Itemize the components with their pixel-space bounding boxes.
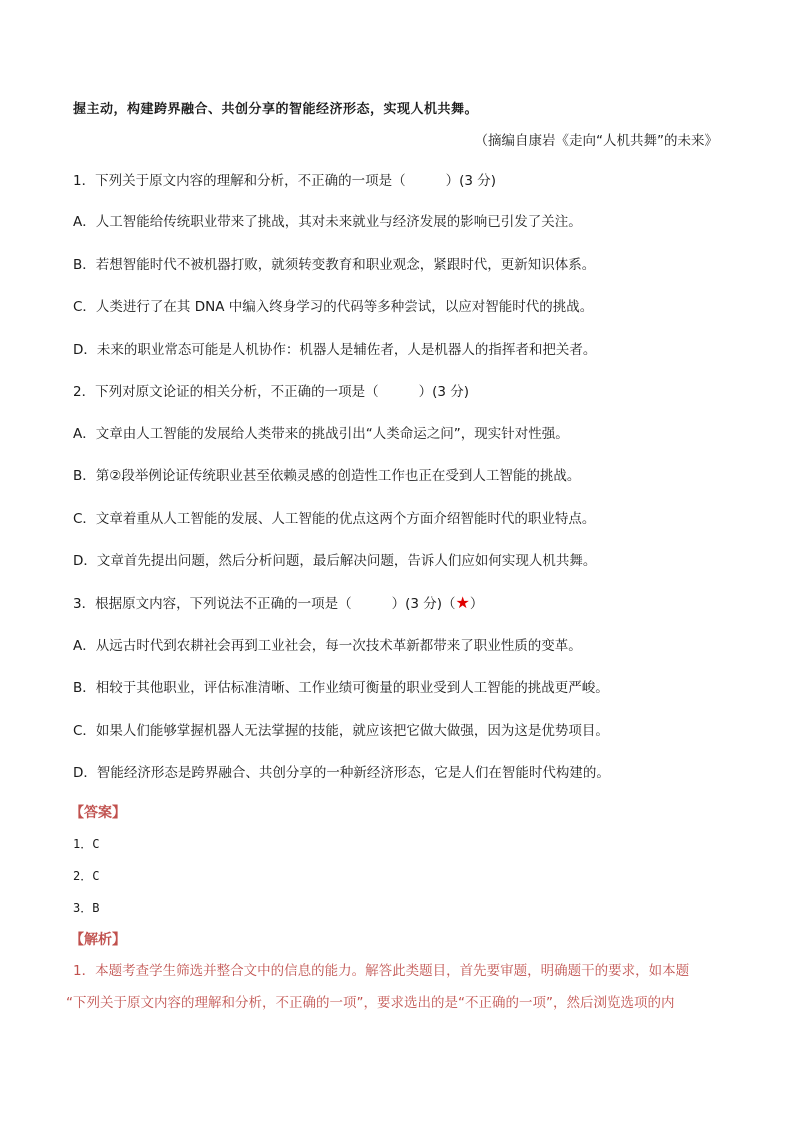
- analysis-line-1: 1．本题考查学生筛选并整合文中的信息的能力。解答此类题目，首先要审题，明确题干的要求，如本题: [73, 963, 690, 979]
- question-1-option-d: D．未来的职业常态可能是人机协作：机器人是辅佐者，人是机器人的指挥者和把关者。: [73, 342, 597, 358]
- question-1-option-b: B．若想智能时代不被机器打败，就须转变教育和职业观念，紧跟时代，更新知识体系。: [73, 257, 596, 273]
- question-2-option-d: D．文章首先提出问题，然后分析问题，最后解决问题，告诉人们应如何实现人机共舞。: [73, 553, 597, 569]
- question-3-option-c: C．如果人们能够掌握机器人无法掌握的技能，就应该把它做大做强，因为这是优势项目。: [73, 723, 609, 739]
- answer-1: 1．C: [73, 837, 100, 851]
- question-3-stem: 3．根据原文内容，下列说法不正确的一项是（ ）(3 分)（★）: [73, 593, 484, 612]
- question-1-option-c: C．人类进行了在其 DNA 中编入终身学习的代码等多种尝试，以应对智能时代的挑战。: [73, 299, 594, 315]
- question-3-option-b: B．相较于其他职业，评估标准清晰、工作业绩可衡量的职业受到人工智能的挑战更严峻。: [73, 680, 609, 696]
- passage-tail: 握主动，构建跨界融合、共创分享的智能经济形态，实现人机共舞。: [73, 102, 479, 117]
- answer-2: 2．C: [73, 869, 100, 883]
- star-icon: ★: [455, 593, 470, 612]
- question-2-option-a: A．文章由人工智能的发展给人类带来的挑战引出“人类命运之问”，现实针对性强。: [73, 426, 569, 442]
- passage-source: （摘编自康岩《走向“人机共舞”的未来》: [474, 133, 718, 149]
- question-1-stem: 1．下列关于原文内容的理解和分析，不正确的一项是（ ）(3 分): [73, 173, 497, 189]
- answer-3: 3．B: [73, 901, 100, 915]
- question-2-option-c: C．文章着重从人工智能的发展、人工智能的优点这两个方面介绍智能时代的职业特点。: [73, 511, 596, 527]
- analysis-heading: 【解析】: [70, 932, 126, 948]
- question-3-option-d: D．智能经济形态是跨界融合、共创分享的一种新经济形态，它是人们在智能时代构建的。: [73, 765, 610, 781]
- question-2-option-b: B．第②段举例论证传统职业甚至依赖灵感的创造性工作也正在受到人工智能的挑战。: [73, 468, 581, 484]
- answers-heading: 【答案】: [70, 805, 126, 821]
- analysis-line-2: “下列关于原文内容的理解和分析，不正确的一项”，要求选出的是“不正确的一项”，然后浏览选项的内: [66, 995, 675, 1011]
- question-3-option-a: A．从远古时代到农耕社会再到工业社会，每一次技术革新都带来了职业性质的变革。: [73, 638, 582, 654]
- question-2-stem: 2．下列对原文论证的相关分析，不正确的一项是（ ）(3 分): [73, 384, 470, 400]
- question-1-option-a: A．人工智能给传统职业带来了挑战，其对未来就业与经济发展的影响已引发了关注。: [73, 214, 582, 230]
